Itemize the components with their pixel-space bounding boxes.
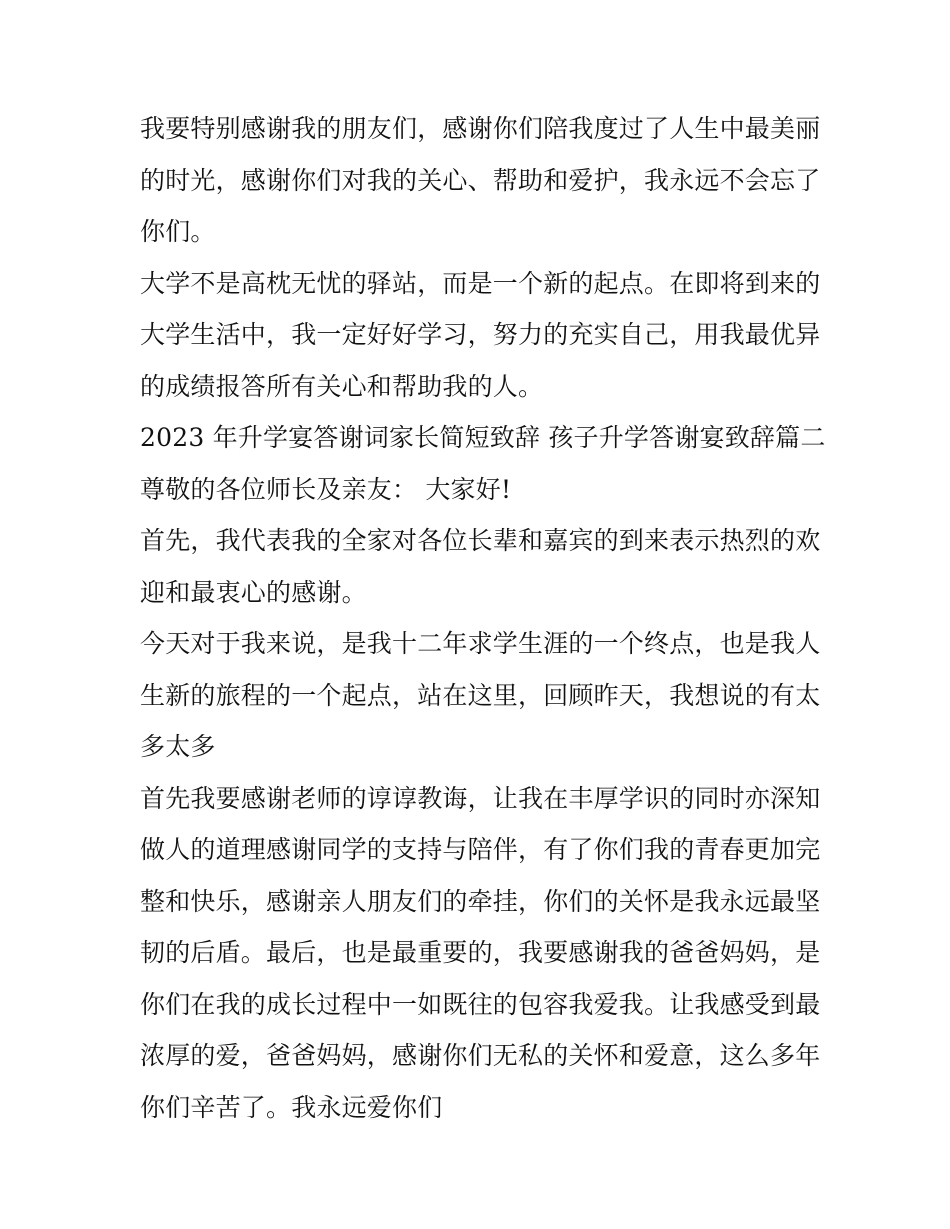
text-line: 整和快乐，感谢亲人朋友们的牵挂，你们的关怀是我永远最坚 bbox=[140, 886, 821, 916]
text-line: 大学不是高枕无忧的驿站，而是一个新的起点。在即将到来的 bbox=[140, 268, 821, 298]
paragraph-gratitude bbox=[140, 773, 820, 1134]
document-page bbox=[140, 103, 826, 1133]
text-line: 今天对于我来说，是我十二年求学生涯的一个终点，也是我人 bbox=[140, 629, 821, 658]
text-line: 尊敬的各位师长及亲友： 大家好! bbox=[140, 474, 512, 504]
paragraph-university-start bbox=[140, 258, 820, 413]
paragraph-welcome bbox=[140, 515, 820, 618]
text-line: 做人的道理感谢同学的支持与陪伴，有了你们我的青春更加完 bbox=[140, 835, 821, 864]
text-line: 韧的后盾。最后，也是最重要的，我要感谢我的爸爸妈妈，是 bbox=[140, 938, 821, 967]
text-line: 你们辛苦了。我永远爱你们 bbox=[140, 1092, 443, 1122]
text-line: 大学生活中，我一定好好学习，努力的充实自己，用我最优异 bbox=[140, 320, 821, 349]
paragraph-today bbox=[140, 618, 820, 773]
text-line: 首先我要感谢老师的谆谆教诲，让我在丰厚学识的同时亦深知 bbox=[140, 783, 821, 813]
text-line: 我要特别感谢我的朋友们，感谢你们陪我度过了人生中最美丽 bbox=[140, 114, 821, 143]
text-line: 首先，我代表我的全家对各位长辈和嘉宾的到来表示热烈的欢 bbox=[140, 526, 821, 555]
text-line: 的时光，感谢你们对我的关心、帮助和爱护，我永远不会忘了 bbox=[140, 165, 821, 195]
text-line: 你们。 bbox=[140, 217, 216, 246]
text-line: 的成绩报答所有关心和帮助我的人。 bbox=[140, 371, 544, 401]
text-line: 你们在我的成长过程中一如既往的包容我爱我。让我感受到最 bbox=[140, 989, 821, 1019]
paragraph-greeting bbox=[140, 464, 820, 516]
heading-line: 2023 年升学宴答谢词家长简短致辞 孩子升学答谢宴致辞篇二 bbox=[140, 423, 826, 452]
text-line: 多太多 bbox=[140, 732, 216, 761]
paragraph-thanks-friends bbox=[140, 103, 820, 258]
text-line: 浓厚的爱，爸爸妈妈，感谢你们无私的关怀和爱意，这么多年 bbox=[140, 1041, 821, 1070]
text-line: 生新的旅程的一个起点，站在这里，回顾昨天，我想说的有太 bbox=[140, 680, 821, 710]
section-heading bbox=[140, 412, 826, 464]
text-line: 迎和最衷心的感谢。 bbox=[140, 577, 367, 607]
